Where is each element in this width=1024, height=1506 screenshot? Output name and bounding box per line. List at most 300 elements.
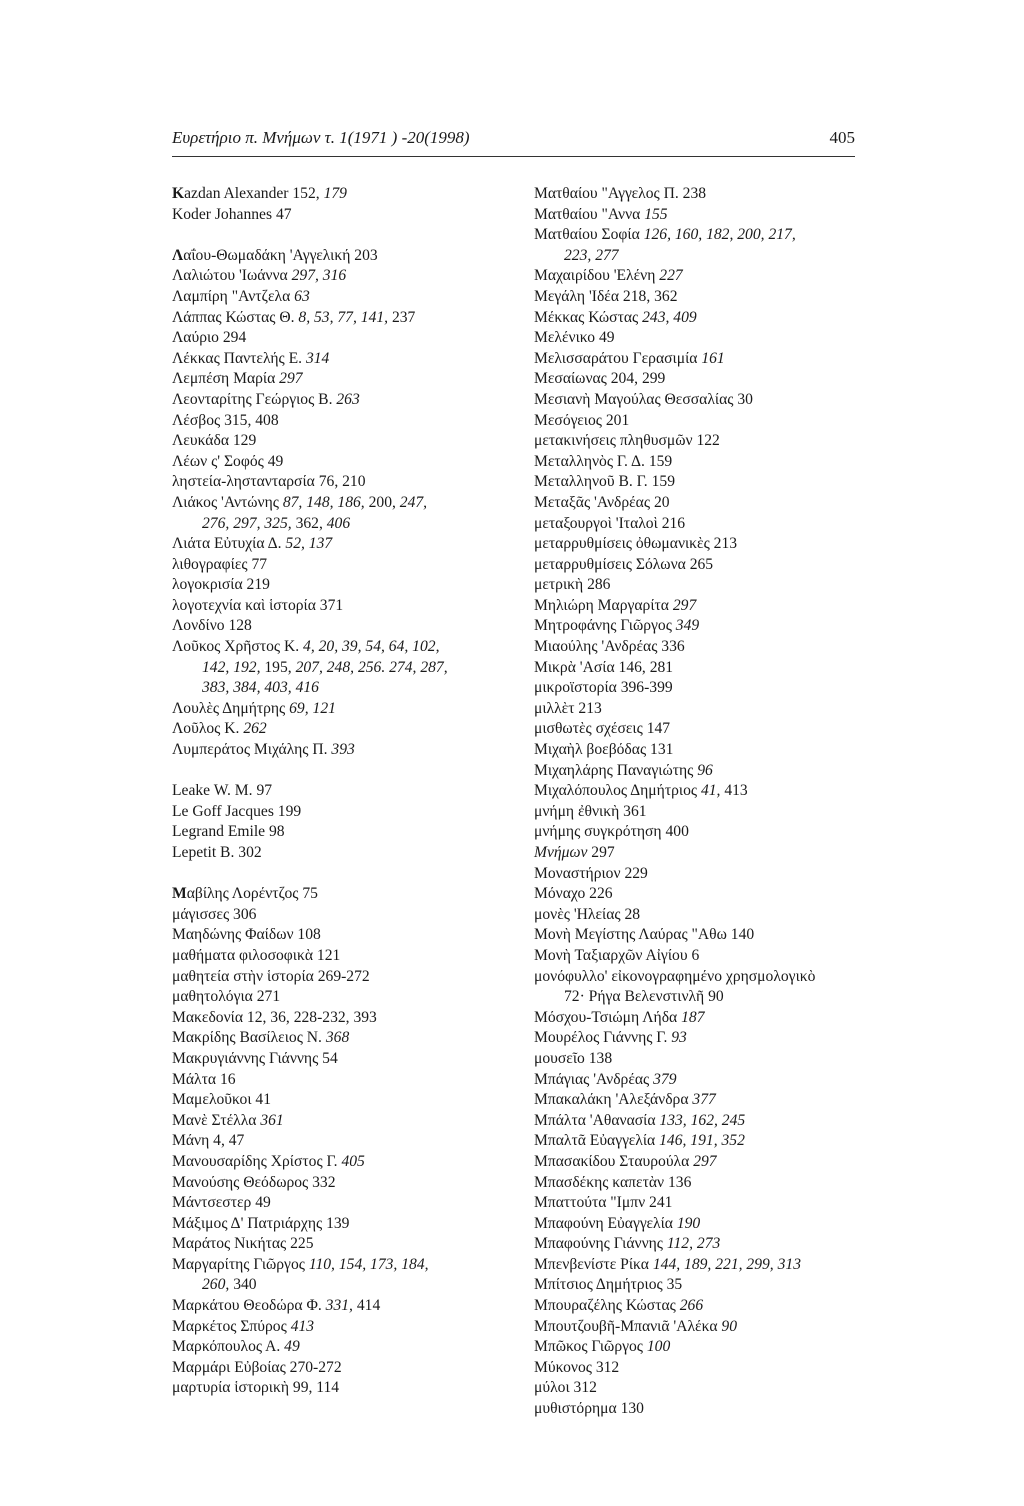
index-term: Μπουτζουβῆ-Μπανιᾶ 'Αλέκα [534, 1317, 718, 1335]
page-ref: 195, [260, 658, 292, 676]
index-term: Μνήμων [534, 844, 588, 861]
index-term: μύλοι [534, 1379, 570, 1397]
page-ref: 312 [591, 1358, 620, 1376]
index-term: μυθιστόρημα [534, 1400, 617, 1418]
index-term: μονὲς 'Ηλείας [534, 905, 621, 923]
page-ref: 98 [265, 823, 285, 841]
index-term: Λεμπέση Μαρία [172, 370, 276, 388]
index-term: Μονὴ Ταξιαρχῶν Αἰγίου [534, 946, 688, 964]
page-ref: 130 [616, 1400, 644, 1418]
index-term: Μπαφούνη Εὐαγγελία [534, 1214, 673, 1232]
index-term: Μελισσαράτου Γερασιμία [534, 349, 698, 367]
page-ref: 413 [286, 1317, 315, 1335]
index-entry [534, 1399, 864, 1420]
page-ref: 237 [388, 308, 416, 326]
index-entry [534, 1028, 864, 1049]
index-entry [534, 596, 864, 617]
index-entry [534, 637, 864, 658]
page-ref: 144, 189, 221, 299, 313 [648, 1255, 801, 1273]
index-term: μάγισσες [172, 905, 230, 923]
index-entry [172, 905, 512, 926]
index-term: μικροϊστορία [534, 679, 617, 697]
index-term: Μηλιώρη Μαργαρίτα [534, 596, 669, 614]
index-entry [534, 699, 864, 720]
index-entry [172, 1008, 512, 1029]
page-ref: 155 [640, 205, 668, 223]
page-ref: 297 [275, 370, 303, 388]
index-term: Μακεδονία [172, 1008, 244, 1026]
entry-continuation [172, 1275, 512, 1296]
index-entry [534, 678, 864, 699]
index-term: Μανουσαρίδης Χρίστος Γ. [172, 1152, 338, 1170]
page-ref: 204, 299 [606, 370, 666, 388]
index-entry [172, 1214, 512, 1235]
index-term: Λοῦλος Κ. [172, 720, 240, 738]
index-entry [534, 1111, 864, 1132]
index-term: Μεσαίωνας [534, 370, 607, 388]
page-ref: 159 [644, 452, 673, 470]
page-ref: 371 [315, 596, 344, 614]
index-entry [534, 1378, 864, 1399]
index-entry [172, 884, 512, 905]
index-term: Μεταλληνὸς Γ. Δ. [534, 452, 645, 470]
index-term: μαρτυρία ἱστορικὴ [172, 1379, 289, 1397]
index-term: Λαύριο [172, 329, 219, 347]
index-entry [534, 1152, 864, 1173]
index-entry [172, 946, 512, 967]
index-entry [534, 925, 864, 946]
page-ref: 41, [697, 782, 721, 800]
entry-continuation [534, 246, 864, 267]
page-ref: 314 [302, 349, 330, 367]
index-entry [534, 616, 864, 637]
index-term: μονόφυλλο' εἰκονογραφημένο χρησμολογικὸ [534, 967, 816, 985]
page-ref: 265 [685, 555, 714, 573]
index-term: μισθωτὲς σχέσεις [534, 720, 643, 738]
running-title: Ευρετήριο π. Μνήμων τ. 1(1971 ) -20(1998) [172, 128, 470, 147]
index-entry [172, 740, 512, 761]
entry-continuation [534, 987, 864, 1008]
page-ref: 413 [720, 782, 748, 800]
page-ref: 297 [587, 844, 615, 861]
index-term: μνήμης συγκρότηση [534, 823, 662, 841]
page-ref: 110, 154, 173, 184, [304, 1255, 429, 1273]
page-ref: 362, [291, 514, 323, 532]
index-term: Leake W. M. [172, 782, 253, 800]
page-ref: 72· Ρήγα Βελενστινλῆ [564, 988, 705, 1006]
index-entry [172, 308, 512, 329]
index-entry [172, 637, 512, 699]
index-term: ληστεία-ληστανταρσία [172, 473, 315, 491]
index-term: μετρικὴ [534, 576, 584, 594]
page-ref: 35 [662, 1276, 683, 1294]
index-entry [534, 1070, 864, 1091]
page-ref: 243, 409 [638, 308, 697, 326]
index-entry [534, 1275, 864, 1296]
page-ref: 49 [263, 452, 284, 470]
index-term: Ματθαίου Σοφία [534, 226, 640, 244]
page-header [172, 128, 855, 152]
index-term: Μητροφάνης Γιῶργος [534, 617, 672, 635]
index-entry [172, 1090, 512, 1111]
page-ref: 247, [395, 493, 428, 511]
index-term: Μάντσεστερ [172, 1194, 252, 1212]
index-entry [534, 1049, 864, 1070]
index-entry [172, 1111, 512, 1132]
index-term: μετακινήσεις πληθυσμῶν [534, 432, 693, 450]
index-entry [534, 1317, 864, 1338]
index-entry [172, 1234, 512, 1255]
page-ref: 312 [569, 1379, 597, 1397]
page-ref: 152, [288, 185, 320, 202]
index-term: Koder Johannes [172, 205, 273, 223]
index-entry [534, 864, 864, 885]
index-entry [172, 1358, 512, 1379]
index-entry [534, 431, 864, 452]
index-term: Λυμπεράτος Μιχάλης Π. [172, 741, 328, 759]
index-entry [534, 822, 864, 843]
index-term: Μιχαλόπουλος Δημήτριος [534, 782, 698, 800]
page-ref: 12, 36, 228-232, 393 [243, 1008, 377, 1026]
index-entry [172, 390, 512, 411]
index-entry [534, 1214, 864, 1235]
index-term: Μακρίδης Βασίλειος Ν. [172, 1029, 322, 1047]
index-entry [172, 1378, 512, 1399]
page-ref: 219 [242, 576, 270, 594]
index-term: Μανούσης Θεόδωρος [172, 1173, 309, 1191]
page-ref: 361 [619, 802, 647, 820]
page-ref: 190 [672, 1214, 701, 1232]
page-ref: 400 [661, 823, 689, 841]
page-ref: 20 [650, 493, 670, 511]
index-entry [172, 1296, 512, 1317]
page-ref: 263 [332, 390, 360, 408]
index-entry [534, 802, 864, 823]
index-term: Λιάτα Εὐτυχία Δ. [172, 535, 282, 553]
page-ref: 383, 384, 403, 416 [202, 679, 319, 697]
index-term: Λευκάδα [172, 432, 229, 450]
page-ref: 97 [252, 782, 273, 800]
page-ref: 41 [251, 1091, 272, 1109]
index-entry [534, 534, 864, 555]
index-entry [534, 719, 864, 740]
page-ref: 216 [657, 514, 686, 532]
index-entry [172, 534, 512, 555]
page-ref: 306 [229, 905, 257, 923]
page-ref: 227 [655, 267, 683, 285]
index-entry [172, 1173, 512, 1194]
index-term: Μικρὰ 'Ασία [534, 658, 615, 676]
page-ref: 4, 47 [209, 1132, 245, 1150]
index-entry [172, 1049, 512, 1070]
page-ref: 90 [704, 988, 724, 1006]
index-term: Μπασακίδου Σταυρούλα [534, 1152, 690, 1170]
page-ref: 140 [726, 926, 755, 944]
page-ref: 49 [251, 1194, 271, 1212]
index-entry [172, 596, 512, 617]
index-term: μεταρρυθμίσεις ὀθωμανικὲς [534, 535, 710, 553]
page-ref: 200, [364, 493, 396, 511]
index-entry [534, 1358, 864, 1379]
index-entry [534, 843, 864, 864]
index-term: Μπάλτα 'Αθανασία [534, 1111, 656, 1129]
index-term: Lepetit B. [172, 844, 235, 861]
index-entry [172, 287, 512, 308]
index-entry [172, 266, 512, 287]
page-ref: 96 [693, 761, 713, 779]
index-column-right [534, 184, 864, 1420]
page-ref: 122 [692, 432, 720, 450]
index-entry [534, 308, 864, 329]
index-column-left [172, 184, 512, 1399]
index-term: Μιχαὴλ βοεβόδας [534, 741, 647, 759]
index-term: Λαλιώτου 'Ιωάννα [172, 267, 288, 285]
index-entry [534, 740, 864, 761]
page-ref: 100 [642, 1338, 671, 1356]
index-term: λογοτεχνία καὶ ἱστορία [172, 596, 316, 614]
page-ref: 76, 210 [314, 473, 366, 491]
index-term: μαθήματα φιλοσοφικὰ [172, 946, 313, 964]
index-term: μνήμη ἐθνικὴ [534, 802, 620, 820]
index-entry [172, 205, 512, 226]
index-entry [172, 1255, 512, 1296]
page-ref: 49 [280, 1338, 300, 1356]
index-entry [534, 514, 864, 535]
index-term: Μεταξᾶς 'Ανδρέας [534, 493, 651, 511]
index-term: Μαράτος Νικήτας [172, 1235, 287, 1253]
index-entry [172, 699, 512, 720]
index-entry [172, 431, 512, 452]
page-ref: 131 [646, 741, 674, 759]
index-term: μαθητεία στὴν ἱστορία [172, 967, 314, 985]
page-ref: 294 [218, 329, 247, 347]
index-entry [534, 1337, 864, 1358]
index-term: Μαρκάτου Θεοδώρα Φ. [172, 1297, 322, 1315]
page-ref: 4, 20, 39, 54, 64, 102, [299, 638, 440, 656]
index-term: Λουλὲς Δημήτρης [172, 699, 286, 717]
index-entry [534, 1090, 864, 1111]
index-term: λογοκρισία [172, 576, 243, 594]
index-entry [534, 1296, 864, 1317]
page-ref: 146, 191, 352 [655, 1132, 745, 1150]
index-entry [172, 246, 512, 267]
index-entry [534, 905, 864, 926]
index-entry [172, 452, 512, 473]
page-ref: 226 [585, 885, 613, 903]
index-entry [172, 1028, 512, 1049]
index-term: Μέκκας Κώστας [534, 308, 639, 326]
page-ref: 213 [574, 699, 602, 717]
page-ref: 54 [318, 1049, 338, 1067]
page-ref: 297 [689, 1152, 717, 1170]
page-ref: 270-272 [285, 1358, 342, 1376]
index-term: Ματθαίου "Αγγελος Π. [534, 185, 679, 202]
page-ref: 223, 277 [564, 246, 619, 264]
index-entry [534, 452, 864, 473]
index-term: Le Goff Jacques [172, 802, 274, 820]
index-term: μεταρρυθμίσεις Σόλωνα [534, 555, 686, 573]
index-term: μεταξουργοὶ 'Ιταλοὶ [534, 514, 658, 532]
page-ref: 241 [645, 1194, 673, 1212]
page-ref: 286 [583, 576, 611, 594]
index-term: Μαρκόπουλος Α. [172, 1338, 281, 1356]
index-term: Μεγάλη 'Ιδέα [534, 287, 620, 305]
index-entry [534, 225, 864, 266]
index-entry [534, 1131, 864, 1152]
page-ref: 112, 273 [662, 1235, 721, 1253]
index-term: Μπάγιας 'Ανδρέας [534, 1070, 650, 1088]
index-term: Μάνη [172, 1132, 210, 1150]
page-ref: 77 [247, 555, 268, 573]
index-term: Μάλτα [172, 1070, 217, 1088]
index-term: Μαργαρίτης Γιῶργος [172, 1255, 305, 1273]
index-entry [172, 967, 512, 988]
index-entry [534, 493, 864, 514]
index-term: Μεταλληνοῦ Β. Γ. [534, 473, 648, 491]
index-entry [172, 575, 512, 596]
index-term: Λαΐου-Θωμαδάκη 'Αγγελική [172, 246, 351, 264]
index-term: μουσεῖο [534, 1049, 585, 1067]
index-entry [534, 287, 864, 308]
index-term: Λοῦκος Χρῆστος Κ. [172, 638, 300, 656]
index-entry [172, 349, 512, 370]
index-entry [534, 658, 864, 679]
group-spacer [172, 761, 512, 782]
index-term: Μαχαιρίδου 'Ελένη [534, 267, 656, 285]
index-term: Λάππας Κώστας Θ. [172, 308, 295, 326]
index-entry [534, 1255, 864, 1276]
index-entry [172, 616, 512, 637]
index-entry [172, 184, 512, 205]
index-term: Μαρμάρι Εὐβοίας [172, 1358, 286, 1376]
index-term: Μανὲ Στέλλα [172, 1111, 257, 1129]
page-ref: 331, [321, 1297, 353, 1315]
page-ref: 379 [649, 1070, 677, 1088]
index-term: Μεσόγειος [534, 411, 602, 429]
index-term: Μάξιμος Δ' Πατριάρχης [172, 1214, 323, 1232]
index-entry [172, 472, 512, 493]
index-term: Μουρέλος Γιάννης Γ. [534, 1029, 668, 1047]
index-entry [172, 1337, 512, 1358]
header-rule [172, 156, 855, 157]
page-ref: 147 [642, 720, 671, 738]
index-entry [534, 967, 864, 1008]
index-term: Λέκκας Παντελής Ε. [172, 349, 303, 367]
index-entry [534, 1173, 864, 1194]
page-ref: 218, 362 [619, 287, 678, 305]
index-term: Λέσβος [172, 411, 221, 429]
index-term: Μεσιανὴ Μαγούλας Θεσσαλίας [534, 390, 734, 408]
page-ref: 159 [647, 473, 675, 491]
page-ref: 90 [717, 1317, 737, 1335]
index-term: Μπακαλάκη 'Αλεξάνδρα [534, 1091, 689, 1109]
page-ref: 297, 316 [287, 267, 347, 285]
page-ref: 207, 248, 256. 274, 287, [291, 658, 448, 676]
page-ref: 414 [352, 1297, 381, 1315]
index-entry [534, 1008, 864, 1029]
index-term: Μπαττούτα "Ιμπν [534, 1194, 646, 1212]
group-spacer [172, 225, 512, 246]
page-ref: 139 [322, 1214, 350, 1232]
page-ref: 199 [273, 802, 302, 820]
page-ref: 179 [319, 185, 347, 202]
index-term: Μόναχο [534, 885, 586, 903]
page-ref: 93 [667, 1029, 687, 1047]
page-ref: 142, 192, [202, 658, 261, 676]
index-entry [172, 411, 512, 432]
index-term: λιθογραφίες [172, 555, 248, 573]
page-ref: 396-399 [616, 679, 673, 697]
index-entry [172, 843, 512, 864]
index-entry [534, 369, 864, 390]
page-ref: 87, 148, 186, [278, 493, 365, 511]
page-ref: 121 [313, 946, 341, 964]
index-term: Μπενβενίστε Ρίκα [534, 1255, 649, 1273]
page-ref: 126, 160, 182, 200, 217, [639, 226, 796, 244]
index-term: Μαμελοῦκοι [172, 1091, 252, 1109]
index-term: Λιάκος 'Αντώνης [172, 493, 279, 511]
page-number: 405 [829, 128, 855, 147]
index-entry [172, 802, 512, 823]
index-term: Λαμπίρη "Αντζελα [172, 287, 291, 305]
index-term: Μακρυγιάννης Γιάννης [172, 1049, 319, 1067]
page-ref: 8, 53, 77, 141, [294, 308, 389, 326]
page-ref: 406 [322, 514, 351, 532]
index-entry [534, 946, 864, 967]
index-term: Kazdan Alexander [172, 185, 289, 202]
index-entry [172, 822, 512, 843]
page-ref: 203 [350, 246, 378, 264]
page-ref: 266 [675, 1297, 704, 1315]
index-entry [172, 369, 512, 390]
index-term: Μαηδώνης Φαίδων [172, 926, 294, 944]
index-entry [534, 1234, 864, 1255]
page-ref: 336 [657, 638, 685, 656]
page-ref: 377 [688, 1091, 716, 1109]
page-ref: 201 [601, 411, 630, 429]
index-entry [534, 884, 864, 905]
index-entry [172, 328, 512, 349]
index-term: Μονὴ Μεγίστης Λαύρας "Αθω [534, 926, 727, 944]
index-entry [172, 1131, 512, 1152]
page-ref: 49 [595, 329, 615, 347]
page-ref: 225 [286, 1235, 314, 1253]
entry-continuation [172, 678, 512, 699]
index-entry [534, 184, 864, 205]
page-ref: 332 [308, 1173, 336, 1191]
page-ref: 63 [290, 287, 310, 305]
page-ref: 276, 297, 325, [202, 514, 292, 532]
page-ref: 133, 162, 245 [655, 1111, 746, 1129]
page-ref: 99, 114 [289, 1379, 340, 1397]
index-entry [534, 349, 864, 370]
page-ref: 108 [293, 926, 321, 944]
page-ref: 138 [584, 1049, 613, 1067]
index-term: Μόσχου-Τσιώμη Λήδα [534, 1008, 678, 1026]
index-term: Λέων ς' Σοφός [172, 452, 264, 470]
index-term: Μπαλτᾶ Εὐαγγελία [534, 1132, 656, 1150]
page-ref: 30 [733, 390, 753, 408]
index-term: Μιχαηλάρης Παναγιώτης [534, 761, 694, 779]
page-ref: 269-272 [313, 967, 370, 985]
index-entry [172, 719, 512, 740]
index-term: Λονδίνο [172, 617, 225, 635]
index-entry [172, 781, 512, 802]
page-ref: 271 [252, 988, 281, 1006]
page-ref: 136 [664, 1173, 692, 1191]
index-entry [172, 493, 512, 534]
index-term: Μπίτσιος Δημήτριος [534, 1276, 663, 1294]
